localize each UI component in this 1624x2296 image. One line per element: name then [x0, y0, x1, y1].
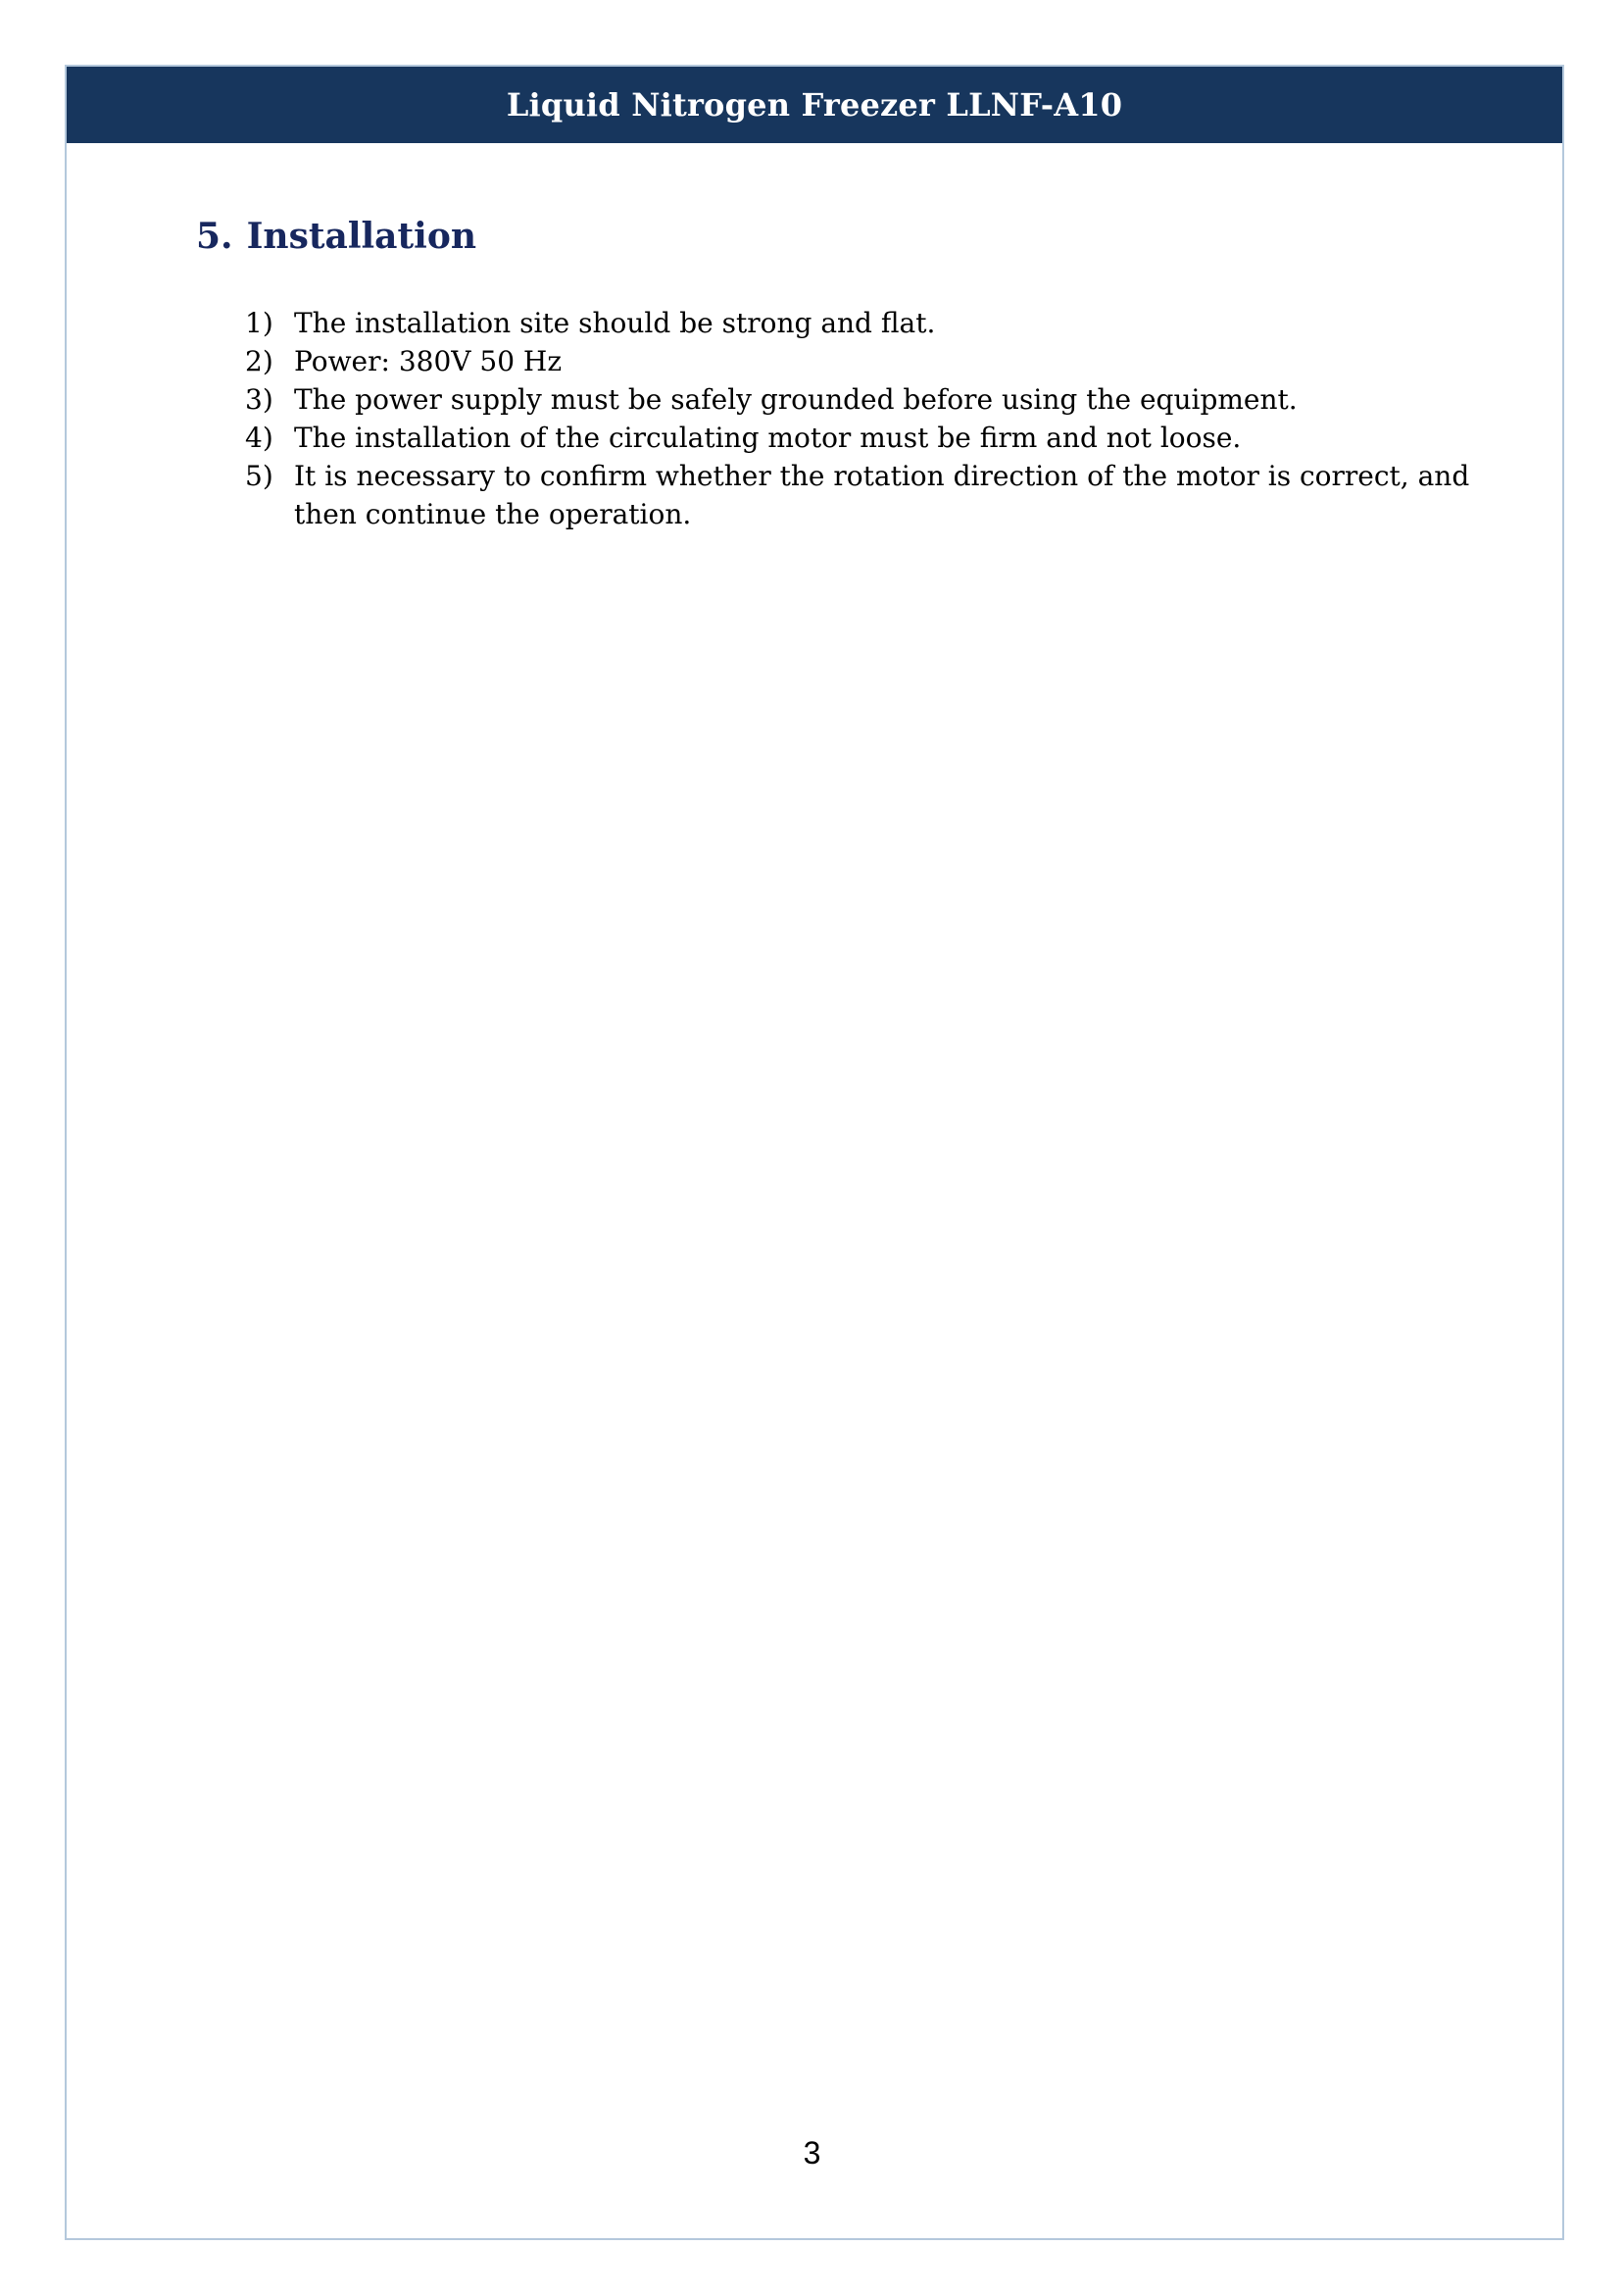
section-number: 5.: [196, 216, 233, 257]
installation-list: [245, 304, 1470, 533]
list-item-number: 1): [245, 307, 273, 339]
page-number: 3: [803, 2135, 821, 2171]
list-item-text: It is necessary to confirm whether the rotation direction of the motor is correct, and then continue the operation.: [294, 460, 1470, 530]
list-item: [245, 342, 1470, 380]
list-item-number: 4): [245, 422, 273, 454]
list-item-text: The installation site should be strong and flat.: [294, 307, 936, 339]
list-item: [245, 380, 1470, 419]
list-item-number: 5): [245, 460, 273, 492]
list-item: [245, 457, 1470, 533]
list-item: [245, 304, 1470, 342]
list-item-number: 2): [245, 345, 273, 377]
list-item-number: 3): [245, 383, 273, 416]
section-heading: [196, 216, 476, 257]
list-item-text: Power: 380V 50 Hz: [294, 345, 563, 377]
list-item: [245, 419, 1470, 457]
section-title: Installation: [246, 216, 476, 257]
list-item-text: The power supply must be safely grounded before using the equipment.: [294, 383, 1298, 416]
document-header: [67, 67, 1562, 143]
document-title: Liquid Nitrogen Freezer LLNF-A10: [506, 86, 1123, 124]
list-item-text: The installation of the circulating motor must be firm and not loose.: [294, 422, 1242, 454]
